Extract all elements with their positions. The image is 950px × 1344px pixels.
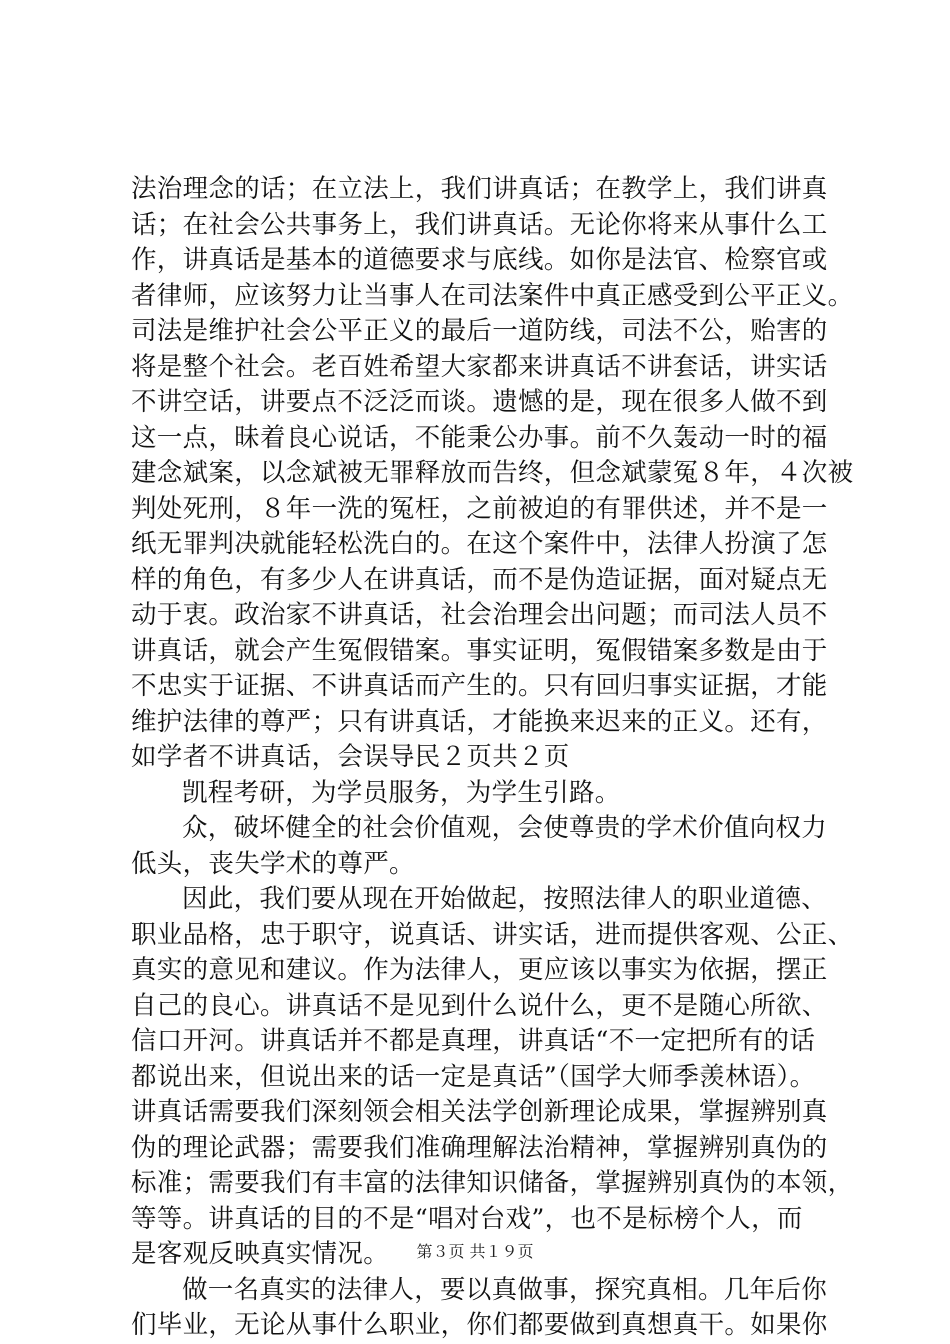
text-line: 真实的意见和建议。作为法律人，更应该以事实为依据，摆正 [131, 955, 828, 985]
text-line: 维护法律的尊严；只有讲真话，才能换来迟来的正义。还有， [131, 706, 828, 737]
text-line: 纸无罪判决就能轻松洗白的。在这个案件中，法律人扮演了怎 [131, 529, 828, 559]
text-line: 低头，丧失学术的尊严。 [131, 848, 415, 879]
text-line: 伪的理论武器；需要我们准确理解法治精神，掌握辨别真伪的 [131, 1132, 828, 1163]
text-line: 标准；需要我们有丰富的法律知识储备，掌握辨别真伪的本领， [131, 1168, 854, 1198]
text-line: 作，讲真话是基本的道德要求与底线。如你是法官、检察官或 [131, 245, 828, 275]
text-line: 将是整个社会。老百姓希望大家都来讲真话不讲套话，讲实话 [131, 351, 828, 382]
text-line: 不讲空话，讲要点不泛泛而谈。遗憾的是，现在很多人做不到 [131, 387, 828, 417]
page-number: 第３页 共１９页 [416, 1242, 534, 1261]
text-line: 们毕业，无论从事什么职业，你们都要做到真想真干。如果你 [131, 1310, 828, 1340]
text-line: 判处死刑，８年一洗的冤枉，之前被迫的有罪供述，并不是一 [131, 493, 828, 524]
text-line: 众，破坏健全的社会价值观，会使尊贵的学术价值向权力 [182, 813, 828, 843]
text-line: 等等。讲真话的目的不是“唱对台戏”，也不是标榜个人，而 [131, 1203, 803, 1234]
text-line: 这一点，昧着良心说话，不能秉公办事。前不久轰动一时的福 [131, 422, 828, 453]
text-line: 都说出来，但说出来的话一定是真话”（国学大师季羡林语）。 [131, 1061, 816, 1092]
text-line: 动于衷。政治家不讲真话，社会治理会出问题；而司法人员不 [131, 600, 828, 630]
text-line: 如学者不讲真话，会误导民２页共２页 [131, 742, 570, 772]
text-line: 凯程考研，为学员服务，为学生引路。 [182, 777, 621, 808]
text-line: 职业品格，忠于职守，说真话、讲实话，进而提供客观、公正、 [131, 919, 854, 950]
text-line: 样的角色，有多少人在讲真话，而不是伪造证据，面对疑点无 [131, 564, 828, 595]
text-line: 自己的良心。讲真话不是见到什么说什么，更不是随心所欲、 [131, 990, 828, 1021]
text-line: 话；在社会公共事务上，我们讲真话。无论你将来从事什么工 [131, 209, 828, 240]
text-line: 讲真话，就会产生冤假错案。事实证明，冤假错案多数是由于 [131, 635, 828, 666]
text-line: 信口开河。讲真话并不都是真理，讲真话“不一定把所有的话 [131, 1026, 816, 1056]
text-line: 司法是维护社会公平正义的最后一道防线，司法不公，贻害的 [131, 316, 828, 346]
text-line: 建念斌案，以念斌被无罪释放而告终，但念斌蒙冤８年，４次被 [131, 458, 854, 488]
text-line: 是客观反映真实情况。 [131, 1239, 390, 1269]
text-line: 做一名真实的法律人，要以真做事，探究真相。几年后你 [182, 1274, 828, 1305]
text-line: 法治理念的话；在立法上，我们讲真话；在教学上，我们讲真 [131, 174, 828, 204]
document-body [131, 172, 854, 1344]
text-line: 不忠实于证据、不讲真话而产生的。只有回归事实证据，才能 [131, 671, 828, 701]
text-line: 因此，我们要从现在开始做起，按照法律人的职业道德、 [182, 884, 828, 914]
text-line: 讲真话需要我们深刻领会相关法学创新理论成果，掌握辨别真 [131, 1097, 828, 1127]
text-line: 者律师，应该努力让当事人在司法案件中真正感受到公平正义。 [131, 280, 854, 311]
